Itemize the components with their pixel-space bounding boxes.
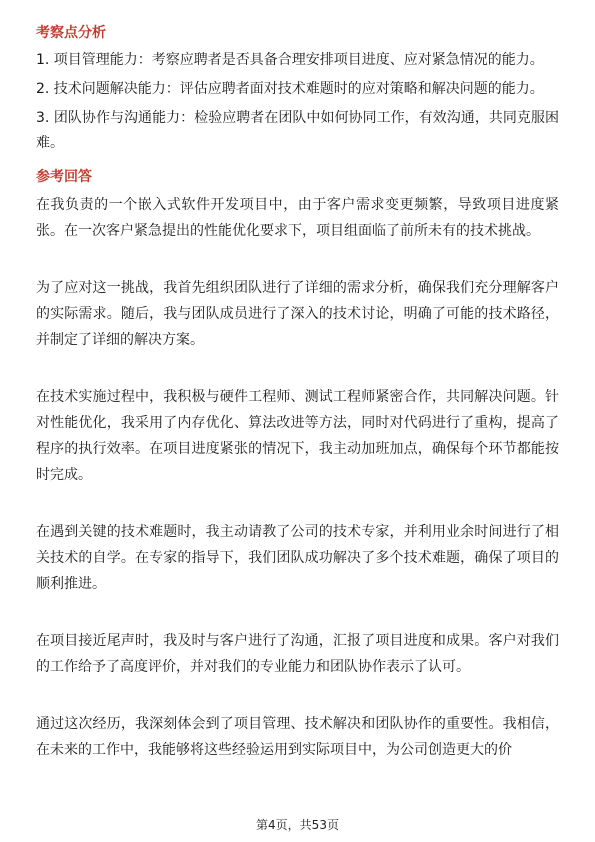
analysis-point-1: 1. 项目管理能力：考察应聘者是否具备合理安排项目进度、应对紧急情况的能力。 (36, 52, 544, 68)
answer-paragraph-2: 为了应对这一挑战，我首先组织团队进行了详细的需求分析，确保我们充分理解客户的实际需求。随后，我与团队成员进行了深入的技术讨论，明确了可能的技术路径，并制定了详细的解决方案。 (36, 280, 559, 348)
page-content (36, 22, 559, 763)
answer-paragraph-5: 在项目接近尾声时，我及时与客户进行了沟通，汇报了项目进度和成果。客户对我们的工作给予了高度评价，并对我们的专业能力和团队协作表示了认可。 (36, 633, 559, 675)
answer-paragraph-1: 在我负责的一个嵌入式软件开发项目中，由于客户需求变更频繁，导致项目进度紧张。在一次客户紧急提出的性能优化要求下，项目组面临了前所未有的技术挑战。 (36, 197, 559, 239)
answer-paragraph-4: 在遇到关键的技术难题时，我主动请教了公司的技术专家，并利用业余时间进行了相关技术的自学。在专家的指导下，我们团队成功解决了多个技术难题，确保了项目的顺利推进。 (36, 524, 559, 592)
answer-paragraph-3: 在技术实施过程中，我积极与硬件工程师、测试工程师紧密合作，共同解决问题。针对性能优化，我采用了内存优化、算法改进等方法，同时对代码进行了重构，提高了程序的执行效率。在项目进度紧张的情况下，我主动加班加点，确保每个环节都能按时完成。 (36, 389, 559, 483)
answer-body (36, 192, 559, 763)
analysis-points-list (36, 48, 559, 156)
answer-heading: 参考回答 (36, 169, 92, 185)
analysis-point-2: 2. 技术问题解决能力：评估应聘者面对技术难题时的应对策略和解决问题的能力。 (36, 81, 544, 97)
answer-paragraph-6: 通过这次经历，我深刻体会到了项目管理、技术解决和团队协作的重要性。我相信，在未来的工作中，我能够将这些经验运用到实际项目中，为公司创造更大的价 (36, 716, 559, 758)
analysis-heading: 考察点分析 (36, 25, 106, 41)
page-number-footer: 第4页，共53页 (256, 818, 339, 832)
analysis-point-3: 3. 团队协作与沟通能力：检验应聘者在团队中如何协同工作，有效沟通，共同克服困难。 (36, 110, 559, 151)
